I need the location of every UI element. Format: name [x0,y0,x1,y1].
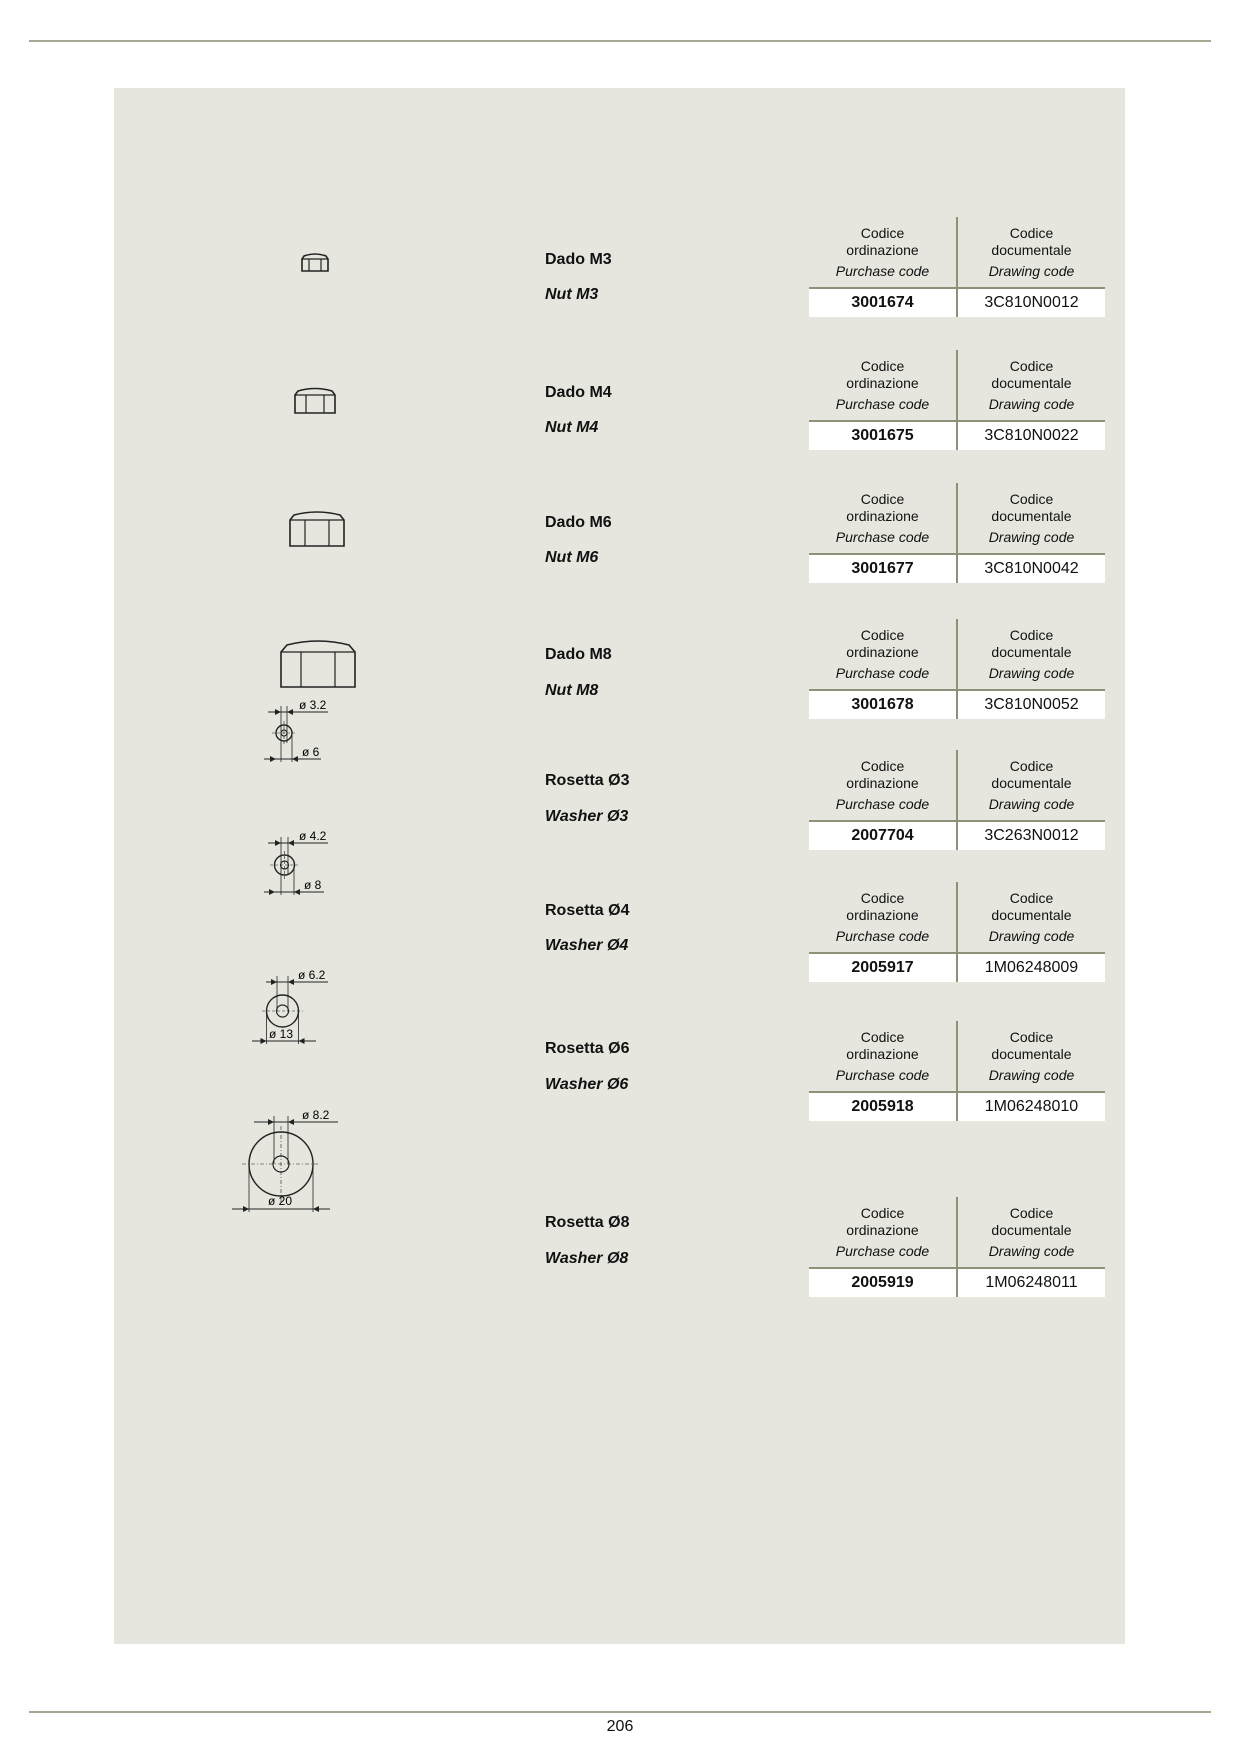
drawing-code: 3C810N0042 [956,555,1105,583]
part-name-en: Washer Ø6 [545,1076,629,1093]
purchase-code-header: Codice ordinazione Purchase code [835,491,930,545]
outer-diameter-label: ø 6 [302,745,320,759]
part-name-en: Nut M4 [545,419,599,436]
part-name-it: Dado M8 [545,646,612,663]
part-name-it: Dado M3 [545,251,612,268]
column-divider [956,1197,958,1267]
column-divider [956,619,958,689]
purchase-code-header: Codice ordinazione Purchase code [835,1205,930,1259]
inner-diameter-label: ø 4.2 [299,829,327,843]
hex-nut-icon [293,387,337,413]
washer-icon [254,829,344,901]
drawing-code-header: Codice documentale Drawing code [988,1205,1075,1259]
column-divider [956,750,958,820]
purchase-code: 3001675 [809,422,956,450]
inner-diameter-label: ø 8.2 [302,1108,330,1122]
purchase-code-header: Codice ordinazione Purchase code [835,1029,930,1083]
purchase-code-header: Codice ordinazione Purchase code [835,358,930,412]
part-name-it: Rosetta Ø6 [545,1040,630,1057]
purchase-code-header: Codice ordinazione Purchase code [835,890,930,944]
hex-nut-icon [300,253,330,271]
drawing-code-header: Codice documentale Drawing code [988,225,1075,279]
drawing-code-header: Codice documentale Drawing code [988,627,1075,681]
purchase-code-header: Codice ordinazione Purchase code [835,225,930,279]
part-name-en: Nut M3 [545,286,599,303]
part-name-it: Rosetta Ø4 [545,902,630,919]
drawing-code: 3C810N0052 [956,691,1105,719]
inner-diameter-label: ø 3.2 [299,698,327,712]
drawing-code-header: Codice documentale Drawing code [988,1029,1075,1083]
drawing-code: 1M06248011 [956,1269,1105,1297]
purchase-code: 2007704 [809,822,956,850]
outer-diameter-label: ø 13 [269,1027,294,1041]
drawing-code: 1M06248010 [956,1093,1105,1121]
parts-panel [114,88,1125,1644]
purchase-code: 2005919 [809,1269,956,1297]
part-name-it: Rosetta Ø3 [545,772,630,789]
column-divider [956,350,958,420]
part-name-en: Washer Ø3 [545,808,629,825]
inner-diameter-label: ø 6.2 [298,968,326,982]
washer-icon [244,966,344,1048]
part-name-en: Nut M8 [545,682,599,699]
purchase-code-header: Codice ordinazione Purchase code [835,627,930,681]
drawing-code: 3C263N0012 [956,822,1105,850]
washer-icon [254,698,344,768]
drawing-code-header: Codice documentale Drawing code [988,358,1075,412]
hex-nut-icon [288,510,346,546]
purchase-code: 2005917 [809,954,956,982]
outer-diameter-label: ø 20 [268,1194,293,1208]
drawing-code: 3C810N0012 [956,289,1105,317]
part-name-en: Nut M6 [545,549,599,566]
purchase-code: 3001678 [809,691,956,719]
purchase-code-header: Codice ordinazione Purchase code [835,758,930,812]
drawing-code-header: Codice documentale Drawing code [988,758,1075,812]
column-divider [956,1021,958,1091]
purchase-code: 3001674 [809,289,956,317]
hex-nut-icon [279,639,357,687]
outer-diameter-label: ø 8 [304,878,322,892]
part-name-it: Dado M6 [545,514,612,531]
part-name-it: Dado M4 [545,384,612,401]
column-divider [956,217,958,287]
top-rule [29,40,1211,42]
purchase-code: 3001677 [809,555,956,583]
part-name-en: Washer Ø4 [545,937,629,954]
drawing-code: 1M06248009 [956,954,1105,982]
drawing-code-header: Codice documentale Drawing code [988,890,1075,944]
purchase-code: 2005918 [809,1093,956,1121]
part-name-en: Washer Ø8 [545,1250,629,1267]
column-divider [956,483,958,553]
drawing-code: 3C810N0022 [956,422,1105,450]
column-divider [956,882,958,952]
drawing-code-header: Codice documentale Drawing code [988,491,1075,545]
part-name-it: Rosetta Ø8 [545,1214,630,1231]
page-number: 206 [606,1718,634,1735]
washer-icon [224,1104,354,1216]
